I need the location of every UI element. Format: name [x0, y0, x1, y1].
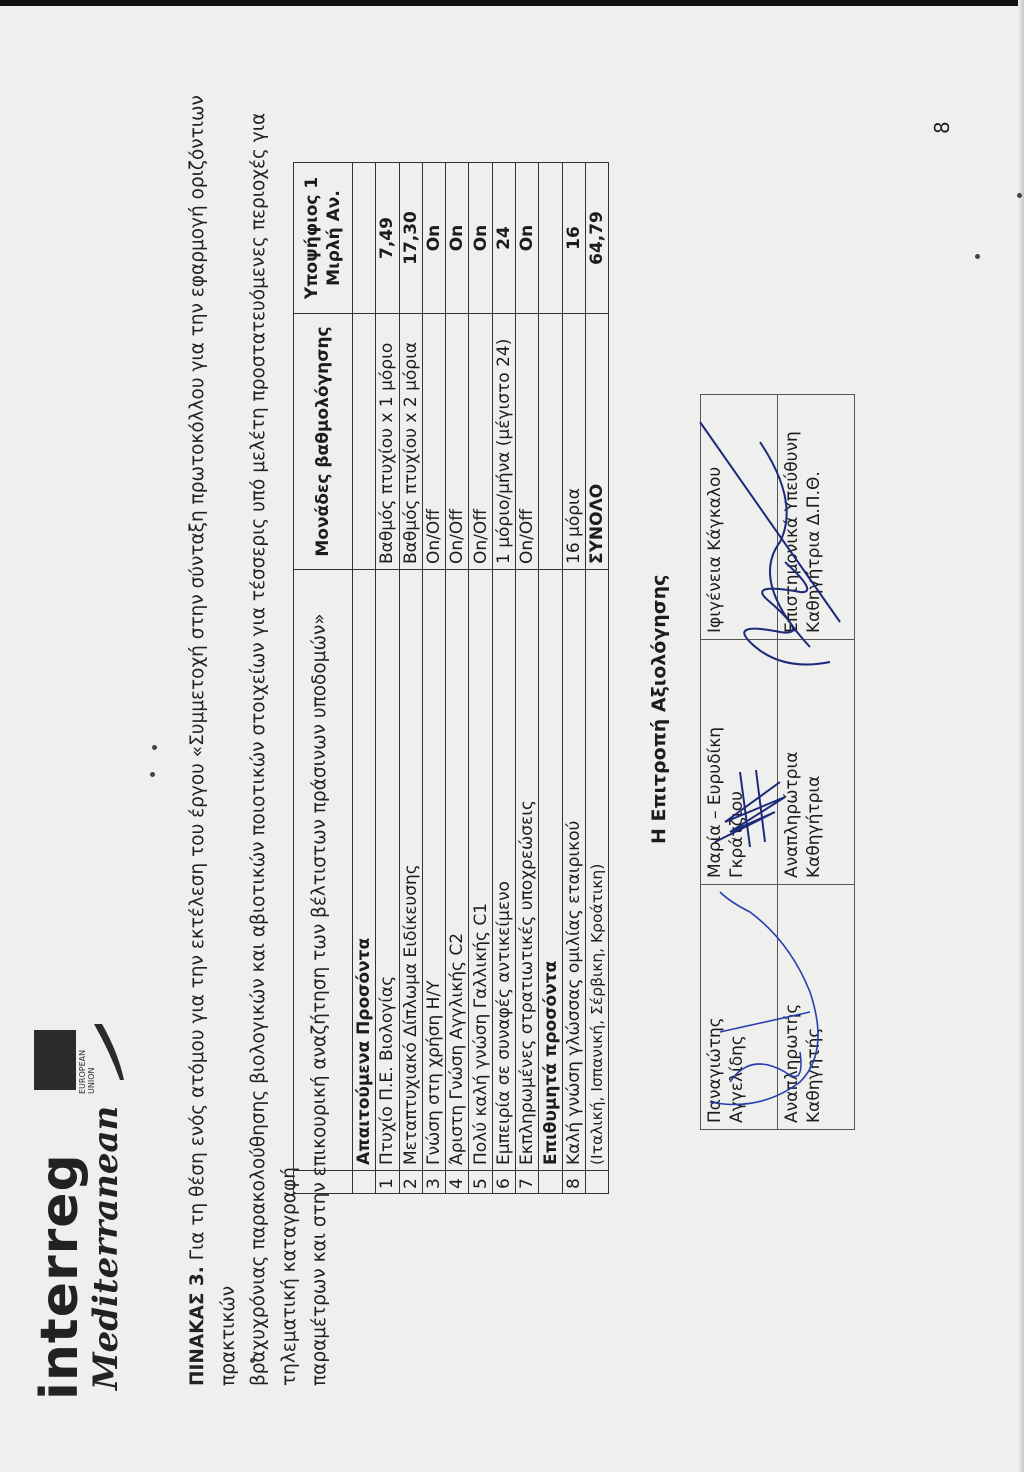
- header-units: Μονάδες βαθμολόγησης: [294, 314, 353, 570]
- total-label: ΣΥΝΟΛΟ: [585, 314, 608, 570]
- interreg-logo: [30, 1049, 150, 1400]
- row-unit: 1 μόριο/μήνα (μέγιστο 24): [492, 314, 515, 570]
- member-role-cell: [778, 395, 855, 640]
- member-role: Αναπληρωτής: [782, 1003, 802, 1123]
- header-candidate-line2: Μιρλή Αν.: [324, 190, 344, 286]
- row-num: 6: [492, 1171, 515, 1194]
- signature-table: [700, 394, 855, 1130]
- row-num: 8: [562, 1171, 585, 1194]
- row-score: On: [516, 163, 539, 314]
- eu-flag-icon: [34, 1030, 76, 1090]
- logo-swoosh-icon: [90, 1022, 130, 1082]
- row-num: 4: [446, 1171, 469, 1194]
- criteria-table: [293, 162, 609, 1194]
- row-num: 5: [469, 1171, 492, 1194]
- signature-name-row: [701, 395, 778, 1130]
- row-desc: Γνώση στη χρήση Η/Υ: [422, 570, 445, 1171]
- total-score: 64,79: [585, 163, 608, 314]
- row-desc: Πτυχίο Π.Ε. Βιολογίας: [376, 570, 399, 1171]
- signature-role-row: [778, 395, 855, 1130]
- logo-subtitle: Mediterranean: [86, 1105, 126, 1390]
- table-row: [446, 163, 469, 1194]
- table-row: [399, 163, 422, 1194]
- row-score: On: [422, 163, 445, 314]
- member-rank: Καθηγήτρια Δ.Π.Θ.: [804, 471, 824, 633]
- logo-wordmark: interreg: [30, 1153, 90, 1400]
- member-role-cell: [778, 640, 855, 885]
- intro-line-2: βραχυχρόνιας παρακολούθησης βιολογικών και αβιοτικών ποιοτικών στοιχείων για τέσσερις υπό μελέτη προστατευόμενες περιοχές για τηλεματική καταγραφή: [248, 112, 300, 1386]
- member-surname: Αγγελίδης: [727, 1035, 747, 1123]
- header-num: [294, 1171, 353, 1194]
- member-role-cell: [778, 885, 855, 1130]
- member-name: Μαρία – Ευρυδίκη: [705, 726, 725, 878]
- row-unit: On/Off: [516, 314, 539, 570]
- eu-label: EUROPEAN UNION: [78, 1049, 96, 1094]
- row-unit: 16 μόρια: [562, 314, 585, 570]
- section-row-required: [353, 163, 376, 1194]
- header-candidate: [294, 163, 353, 314]
- table-row: [376, 163, 399, 1194]
- member-role: Αναπληρώτρια: [782, 751, 802, 878]
- row-unit: Βαθμός πτυχίου x 1 μόριο: [376, 314, 399, 570]
- member-role: Επιστημονικά Υπεύθυνη: [782, 431, 802, 633]
- member-name: Ιφιγένεια Κάγκαλου: [705, 466, 725, 633]
- section-desired: Επιθυμητά προσόντα: [539, 570, 562, 1171]
- member-name-cell: [701, 395, 778, 640]
- member-surname: Γκράτζιου: [727, 791, 747, 878]
- row-num: 7: [516, 1171, 539, 1194]
- committee-title: Η Επιτροπή Αξιολόγησης: [648, 574, 670, 844]
- row-desc: Άριστη Γνώση Αγγλικής C2: [446, 570, 469, 1171]
- row-desc: Εμπειρία σε συναφές αντικείμενο: [492, 570, 515, 1171]
- row-score: On: [446, 163, 469, 314]
- table-row: [562, 163, 585, 1194]
- row-score: 24: [492, 163, 515, 314]
- section-required: Απαιτούμενα Προσόντα: [353, 570, 376, 1171]
- table-row-continued: [585, 163, 608, 1194]
- member-name-cell: [701, 885, 778, 1130]
- intro-line-3: παραμέτρων και στην επικουρική αναζήτηση των βέλτιστων πράσινων υποδομών»: [309, 613, 330, 1386]
- row-num: 1: [376, 1171, 399, 1194]
- row-unit: Βαθμός πτυχίου x 2 μόρια: [399, 314, 422, 570]
- row-score: 17,30: [399, 163, 422, 314]
- row-score: On: [469, 163, 492, 314]
- row-unit: On/Off: [469, 314, 492, 570]
- row-desc: Πολύ καλή γνώση Γαλλικής C1: [469, 570, 492, 1171]
- row-num: 3: [422, 1171, 445, 1194]
- member-rank: Καθηγητής: [804, 1027, 824, 1123]
- intro-line-1: Για τη θέση ενός ατόμου για την εκτέλεση του έργου «Συμμετοχή στην σύνταξη πρωτοκόλλου για την εφαρμογή οριζόντιων πρακτικών: [187, 95, 239, 1386]
- row-num: 2: [399, 1171, 422, 1194]
- table-row: [422, 163, 445, 1194]
- member-name-cell: [701, 640, 778, 885]
- row-desc: Μεταπτυχιακό Δίπλωμα Ειδίκευσης: [399, 570, 422, 1171]
- header-desc: [294, 570, 353, 1171]
- member-rank: Καθηγήτρια: [804, 775, 824, 878]
- row-unit: On/Off: [422, 314, 445, 570]
- row-score: 16: [562, 163, 585, 314]
- table-row: [469, 163, 492, 1194]
- row-unit: On/Off: [446, 314, 469, 570]
- table-row: [492, 163, 515, 1194]
- row-desc: Καλή γνώση γλώσσας ομιλίας εταιρικού: [562, 570, 585, 1171]
- table-header-row: [294, 163, 353, 1194]
- row-score: 7,49: [376, 163, 399, 314]
- row-desc-continued: (Ιταλική, Ισπανική, Σέρβικη, Κροάτικη): [585, 570, 608, 1171]
- member-name: Παναγιώτης: [705, 1017, 725, 1123]
- section-row-desired: [539, 163, 562, 1194]
- page-number: 8: [930, 121, 954, 134]
- header-candidate-line1: Υποψήφιος 1: [302, 176, 322, 300]
- row-desc: Εκπληρωμένες στρατιωτικές υποχρεώσεις: [516, 570, 539, 1171]
- table-label: ΠΙΝΑΚΑΣ 3.: [187, 1266, 208, 1386]
- table-row: [516, 163, 539, 1194]
